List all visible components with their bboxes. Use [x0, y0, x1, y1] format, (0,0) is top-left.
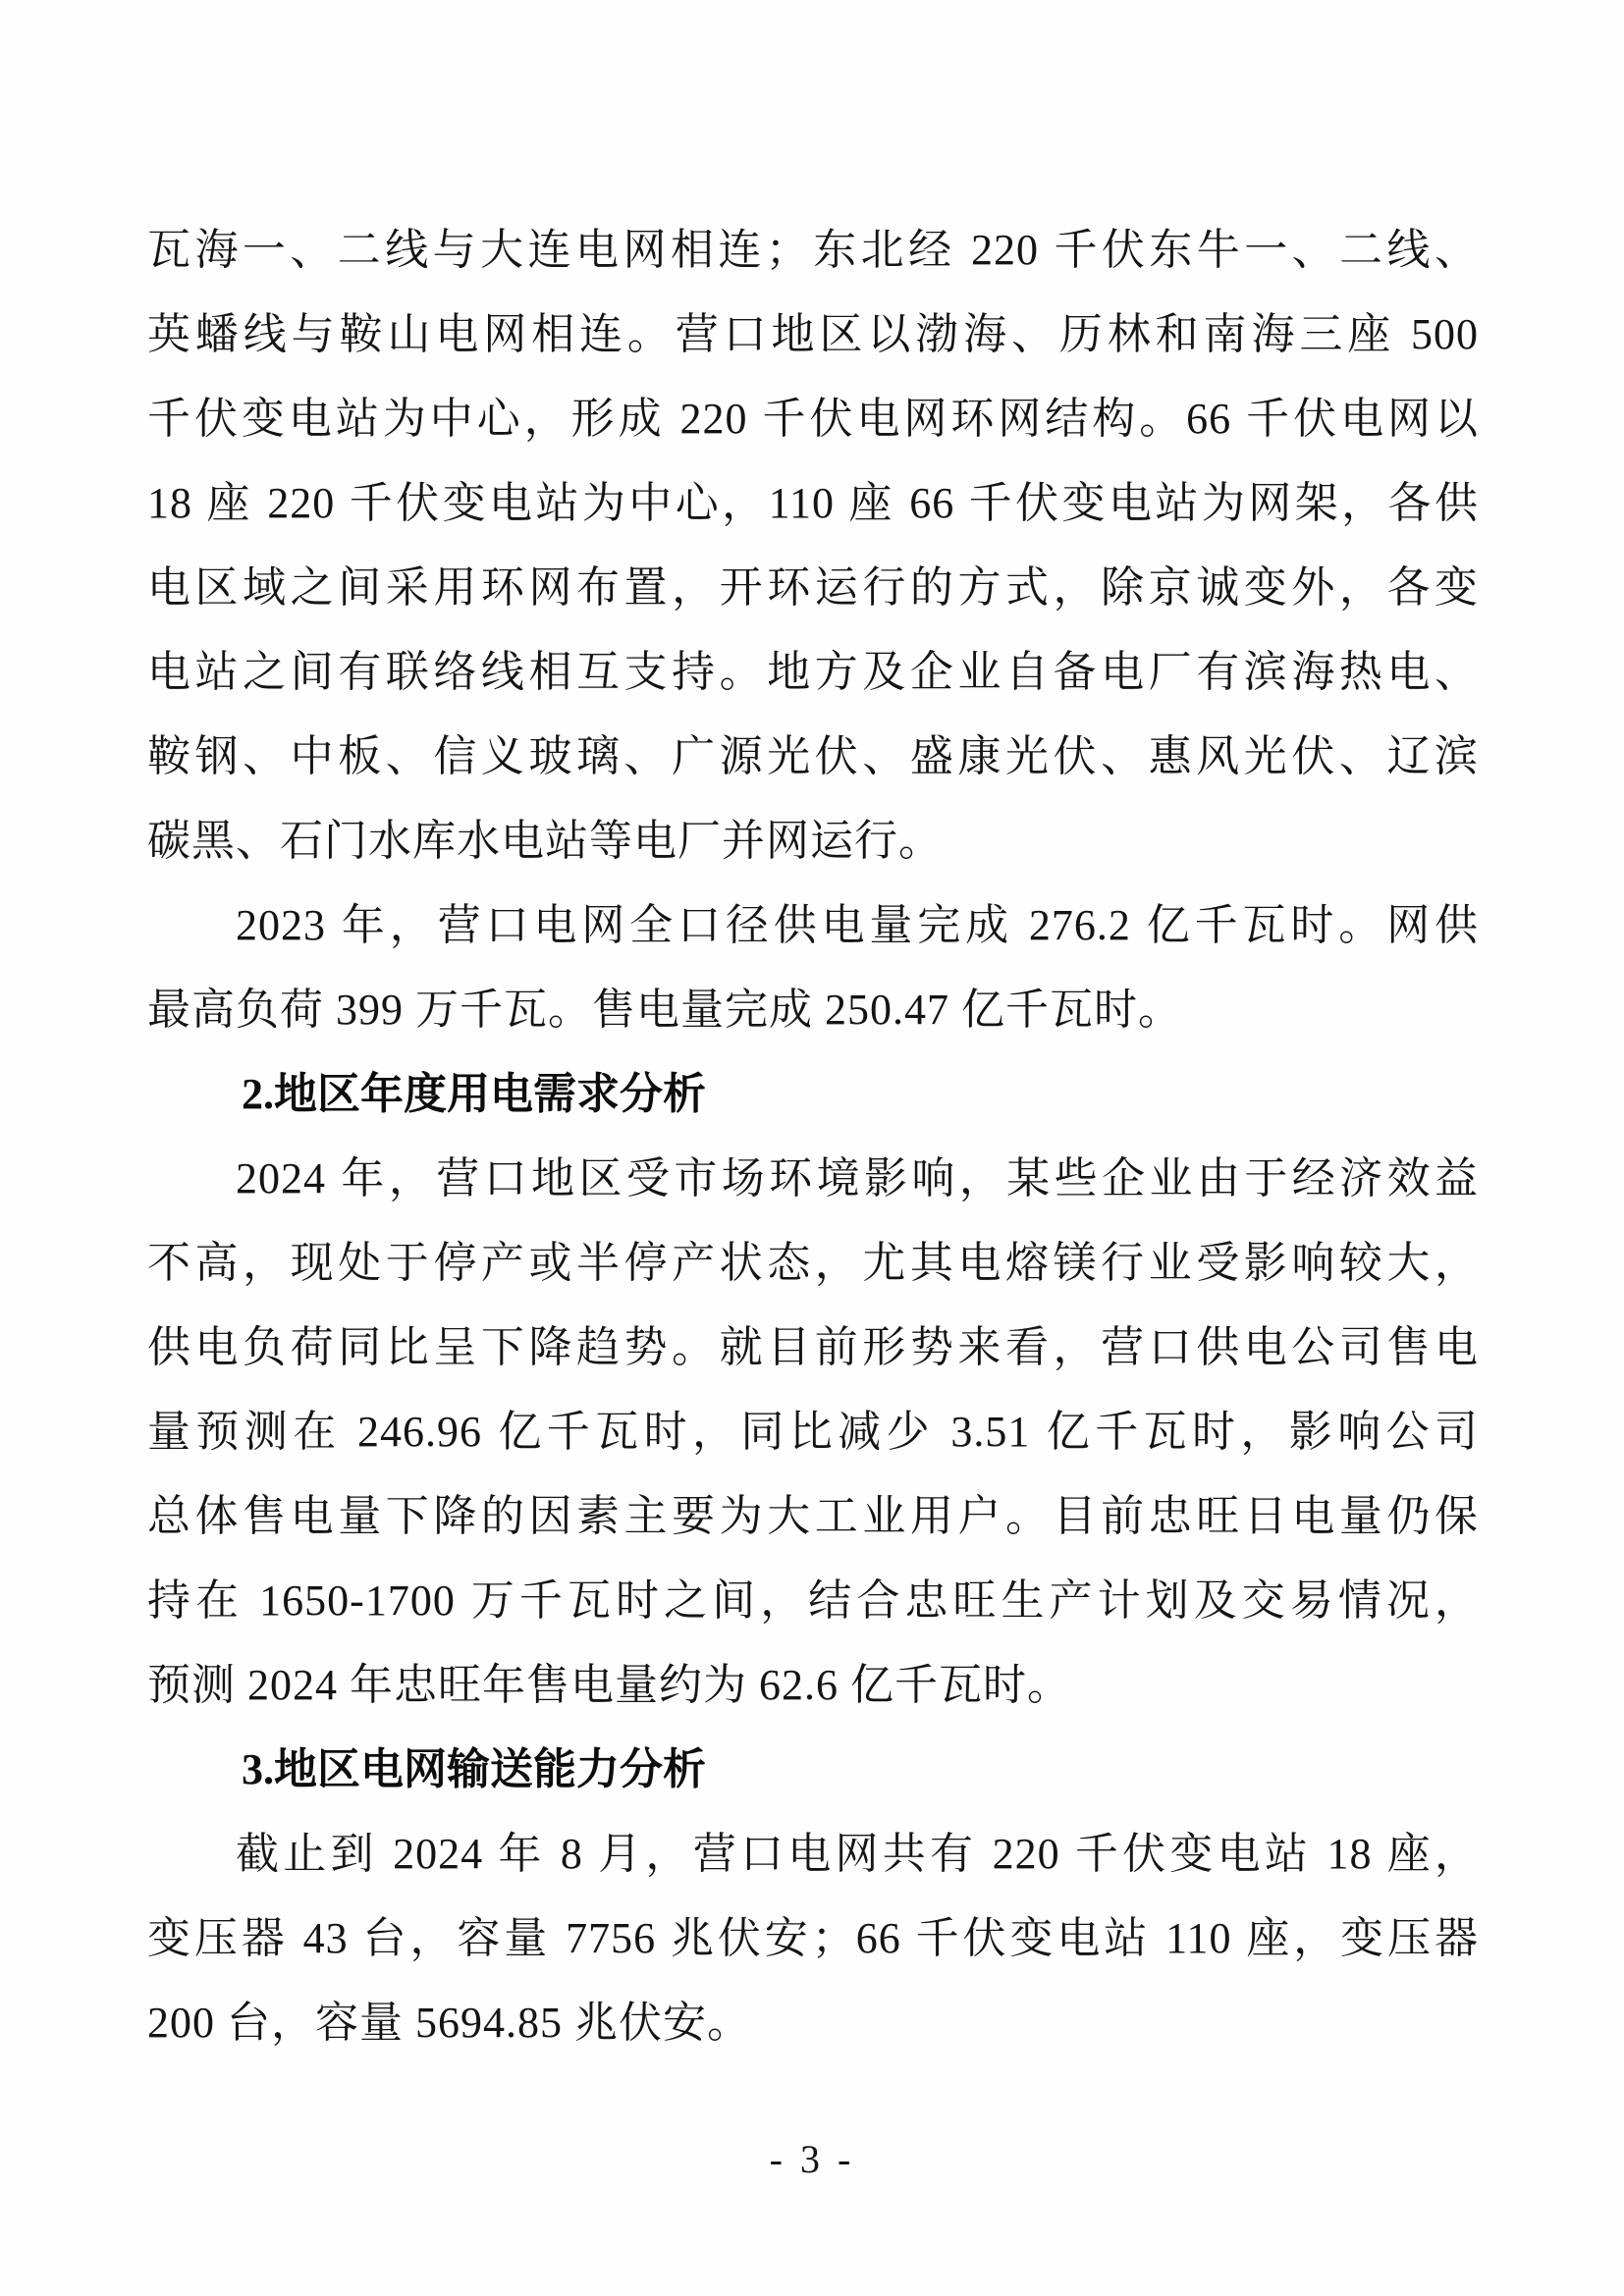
text-line: 鞍钢、中板、信义玻璃、广源光伏、盛康光伏、惠风光伏、辽滨	[147, 732, 1479, 780]
text-line: 截止到 2024 年 8 月，营口电网共有 220 千伏变电站 18 座，	[236, 1830, 1479, 1878]
paragraph-2023-supply	[147, 883, 1479, 1052]
paragraph-grid-overview	[147, 208, 1479, 883]
paragraph-2024-demand	[147, 1137, 1479, 1728]
text-line: 2024 年，营口地区受市场环境影响，某些企业由于经济效益	[236, 1154, 1479, 1202]
text-line: 变压器 43 台，容量 7756 兆伏安；66 千伏变电站 110 座，变压器	[147, 1914, 1479, 1962]
page-number: - 3 -	[769, 2137, 855, 2181]
section-heading-transmission-capacity: 3.地区电网输送能力分析	[242, 1745, 706, 1793]
text-line: 预测 2024 年忠旺年售电量约为 62.6 亿千瓦时。	[147, 1661, 1071, 1709]
text-line: 2023 年，营口电网全口径供电量完成 276.2 亿千瓦时。网供	[236, 901, 1479, 949]
text-line: 持在 1650-1700 万千瓦时之间，结合忠旺生产计划及交易情况，	[147, 1576, 1479, 1625]
text-line: 不高，现处于停产或半停产状态，尤其电熔镁行业受影响较大，	[147, 1239, 1479, 1287]
text-line: 200 台，容量 5694.85 兆伏安。	[147, 1999, 751, 2047]
text-line: 供电负荷同比呈下降趋势。就目前形势来看，营口供电公司售电	[147, 1323, 1479, 1371]
text-line: 电区域之间采用环网布置，开环运行的方式，除京诚变外，各变	[147, 563, 1479, 612]
text-line: 千伏变电站为中心，形成 220 千伏电网环网结构。66 千伏电网以	[147, 395, 1479, 443]
text-line: 18 座 220 千伏变电站为中心，110 座 66 千伏变电站为网架，各供	[147, 479, 1479, 527]
paragraph-substation-stats	[147, 1812, 1479, 2065]
text-line: 量预测在 246.96 亿千瓦时，同比减少 3.51 亿千瓦时，影响公司	[147, 1408, 1479, 1456]
page-body	[147, 208, 1479, 2065]
text-line: 瓦海一、二线与大连电网相连；东北经 220 千伏东牛一、二线、	[147, 226, 1479, 274]
text-line: 碳黑、石门水库水电站等电厂并网运行。	[147, 817, 943, 865]
text-line: 电站之间有联络线相互支持。地方及企业自备电厂有滨海热电、	[147, 648, 1479, 696]
section-heading-demand-analysis: 2.地区年度用电需求分析	[242, 1070, 706, 1118]
text-line: 总体售电量下降的因素主要为大工业用户。目前忠旺日电量仍保	[147, 1492, 1479, 1540]
text-line: 最高负荷 399 万千瓦。售电量完成 250.47 亿千瓦时。	[147, 986, 1182, 1034]
text-line: 英蟠线与鞍山电网相连。营口地区以渤海、历林和南海三座 500	[147, 310, 1479, 358]
